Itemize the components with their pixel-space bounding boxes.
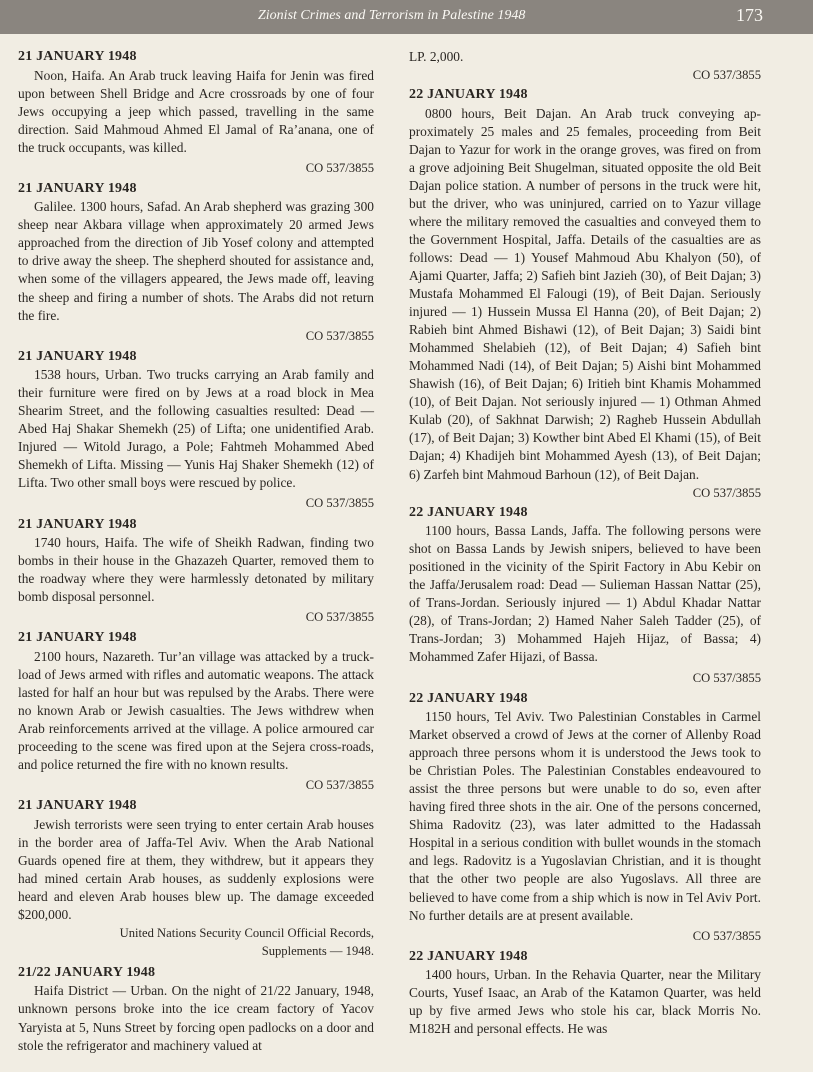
right-column bbox=[409, 48, 761, 1038]
source-reference: CO 537/3855 bbox=[305, 328, 374, 343]
left-column bbox=[18, 48, 374, 1055]
entry-date: 21 JANUARY 1948 bbox=[18, 348, 137, 364]
entry-text: 1150 hours, Tel Aviv. Two Palestinian Constables in Carmel Market observed a crowd of Jews at the corner of Allenby Road approach three persons whom it is understood the Jews took to be Christian Poles. The Palestinian Constables endeavoured to assist the three persons but were unable to do so, even after having fired three shots in the air. One of the persons concerned, Shima Radovitz (23), was later admitted to the Hadassah Hospital in a serious condition with bullet wounds in the stomach and legs. Radovitz is a Yugoslavian Christian, and it is thought that the other two people are also Yugoslavs. All three are believed to have come from a ship which is now in Tel Aviv Port. No further details are at present available. bbox=[409, 709, 761, 923]
entry-text: LP. 2,000. bbox=[409, 49, 464, 64]
entry bbox=[409, 504, 761, 687]
entry bbox=[18, 516, 374, 627]
entry bbox=[409, 86, 761, 502]
entry-text: 1740 hours, Haifa. The wife of Sheikh Radwan, finding two bombs in their house in the Ghazazeh Quarter, removed them to the roadway where they were harmlessly detonated by military bomb disposal personnel. bbox=[18, 535, 374, 605]
entry-date: 21 JANUARY 1948 bbox=[18, 49, 137, 64]
entry-date: 22 JANUARY 1948 bbox=[409, 948, 528, 964]
entry-text: 2100 hours, Nazareth. Tur’an village was attacked by a truck-load of Jews armed with rifles and automatic weapons. The attack lasted for half an hour but was repulsed by the Arabs. There were no known Arab or Jewish casualties. The Jews withdrew when Arab reinforcements arrived at the village. A police armoured car proceeding to the scene was fired upon at the Sejera cross-roads, and police returned the fire with no known results. bbox=[18, 648, 374, 773]
entry bbox=[409, 690, 761, 945]
entry-date: 22 JANUARY 1948 bbox=[409, 504, 528, 520]
entry-text: 1400 hours, Urban. In the Rehavia Quarter, near the Military Courts, Yusef Isaac, an Arab of the Katamon Quarter, was held up by five armed Jews who stole his car, black Morris No. M182H and personal effects. He was bbox=[409, 967, 761, 1037]
entry-date: 22 JANUARY 1948 bbox=[409, 690, 528, 706]
source-line: United Nations Security Council Official Records, bbox=[119, 925, 374, 940]
entry bbox=[18, 964, 374, 1055]
source-reference: CO 537/3855 bbox=[305, 610, 374, 625]
source-reference: CO 537/3855 bbox=[305, 160, 374, 175]
entry-text: 1100 hours, Bassa Lands, Jaffa. The following persons were shot on Bassa Lands by Jewish snipers, believed to have been positioned in the vicinity of the Spirit Factory in Abu Kebir on the Jaffa/Jerusalem road: Dead — Sulieman Hassan Nattar (25), of Trans-Jordan. Seriously injured — 1) Abdul Khadar Nattar (28), of Trans-Jordan; 2) Hamed Naher Saleh Tadder (25), of Trans-Jordan; 3) Mohammed Hajeh Hijaz, of Bassa; 4) Mohammed Zafer Hijazi, of Bassa. bbox=[409, 523, 761, 665]
entry-date: 21 JANUARY 1948 bbox=[18, 516, 137, 532]
entry bbox=[18, 48, 374, 177]
source-reference: CO 537/3855 bbox=[692, 68, 761, 83]
source-reference: CO 537/3855 bbox=[305, 778, 374, 793]
entry bbox=[18, 797, 374, 960]
entry-text: 1538 hours, Urban. Two trucks carrying an Arab family and their furniture were fired on by Jews at a road block in Mea Shearim Street, and the following casualties resulted: Dead — Abed Haj Shakar Shemekh (25) of Lifta; one unidentified Arab. Injured — Witold Jurago, a Pole; Fahtmeh Mohammed Abed Shemekh of Lifta. Missing — Yunis Haj Shaker Shemekh (12) of Lifta. Two other small boys were rescued by police. bbox=[18, 367, 374, 491]
entry-text: Haifa District — Urban. On the night of 21/22 January, 1948, unknown persons broke into the ice cream factory of Yacov Yaryista at 5, Nuns Street by forcing open padlocks on a door and stole the refrigerator and machinery valued at bbox=[18, 983, 374, 1053]
entry-text: Noon, Haifa. An Arab truck leaving Haifa for Jenin was fired upon between Shell Bridge and Acre crossroads by one of four Jews occupying a jeep which passed, travelling in the same direction. Said Mahmoud Ahmed El Jamal of Ra’anana, one of the truck occupants, was killed. bbox=[18, 67, 374, 155]
entry bbox=[18, 348, 374, 513]
entry-date: 22 JANUARY 1948 bbox=[409, 87, 528, 103]
entry-date: 21 JANUARY 1948 bbox=[18, 630, 137, 646]
entry-text: Galilee. 1300 hours, Safad. An Arab shepherd was grazing 300 sheep near Akbara village when approximately 20 armed Jews approached from the direction of Jib Yosef colony and attempted to drive away the sheep. The shepherd shouted for assistance and, when some of the villagers appeared, the Jews made off, leaving the sheep and firing a number of shots. The Arabs did not return the fire. bbox=[18, 199, 374, 323]
running-title: Zionist Crimes and Terrorism in Palestine 1948 bbox=[258, 8, 526, 23]
entry-text: 0800 hours, Beit Dajan. An Arab truck conveying approximately 25 males and 25 females, proceeding from Beit Dajan to Yazur for work in the orange groves, was fired on from a grove adjoining Beit Shugelman, situated opposite the old Beit Dajan police station. A number of persons in the truck were hit, but the driver, who was uninjured, carried on to Yazur village where the military removed the casualties and conveyed them to the Government Hospital, Jaffa. Details of the casualties are as follows: Dead — 1) Yousef Mahmoud Abu Khalyon (50), of Ajami Quarter, Jaffa; 2) Safieh bint Jazieh (30), of Beit Dajan; 3) Mustafa Mohammed El Falougi (19), of Beit Dajan. Seriously injured — 1) Hussein Mussa El Hanna (20), of Beit Dajan; 2) Rabieh bint Ahmed Bishawi (12), of Beit Dajan; 3) Saidi bint Mohammed Shelabieh (12), of Beit Dajan; 4) Safieh bint Mohammed Nadi (14), of Beit Dajan; 5) Aishi bint Mohammed Shawish (16), of Beit Dajan; 6) Iritieh bint Khamis Mohammed (10), of Beit Dajan. Not seriously injured — 1) Othman Ahmed Kulab (20), of Sakhnat Darwish; 2) Ragheb Hussein Abdullah (17), of Beit Dajan; 3) Kowther bint Abed El Khami (15), of Beit Dajan; 4) Khadijeh bint Mohammed Ayesh (13), of Beit Dajan; 6) Zarfeh bint Mahmoud Barhoun (12), of Beit Dajan. bbox=[409, 105, 761, 482]
entry-continuation bbox=[409, 48, 761, 84]
source-reference: CO 537/3855 bbox=[305, 496, 374, 511]
entry bbox=[18, 629, 374, 794]
running-header bbox=[0, 0, 813, 34]
entry bbox=[18, 180, 374, 345]
source-reference: CO 537/3855 bbox=[692, 670, 761, 685]
entry-date: 21 JANUARY 1948 bbox=[18, 798, 137, 814]
entry-date: 21/22 JANUARY 1948 bbox=[18, 964, 156, 980]
source-reference bbox=[18, 924, 374, 960]
entry bbox=[409, 948, 761, 1039]
entry-date: 21 JANUARY 1948 bbox=[18, 180, 137, 196]
source-reference: CO 537/3855 bbox=[692, 485, 761, 500]
source-line: Supplements — 1948. bbox=[261, 943, 374, 958]
entry-text: Jewish terrorists were seen trying to enter certain Arab houses in the border area of Jaffa-Tel Aviv. When the Arab National Guards opened fire at them, they withdrew, but it appears they had mined certain Arab houses, as suddenly explosions were heard and eleven Arab houses blew up. The damage exceeded $200,000. bbox=[18, 816, 374, 922]
source-reference: CO 537/3855 bbox=[692, 928, 761, 943]
page-number: 173 bbox=[736, 5, 763, 25]
